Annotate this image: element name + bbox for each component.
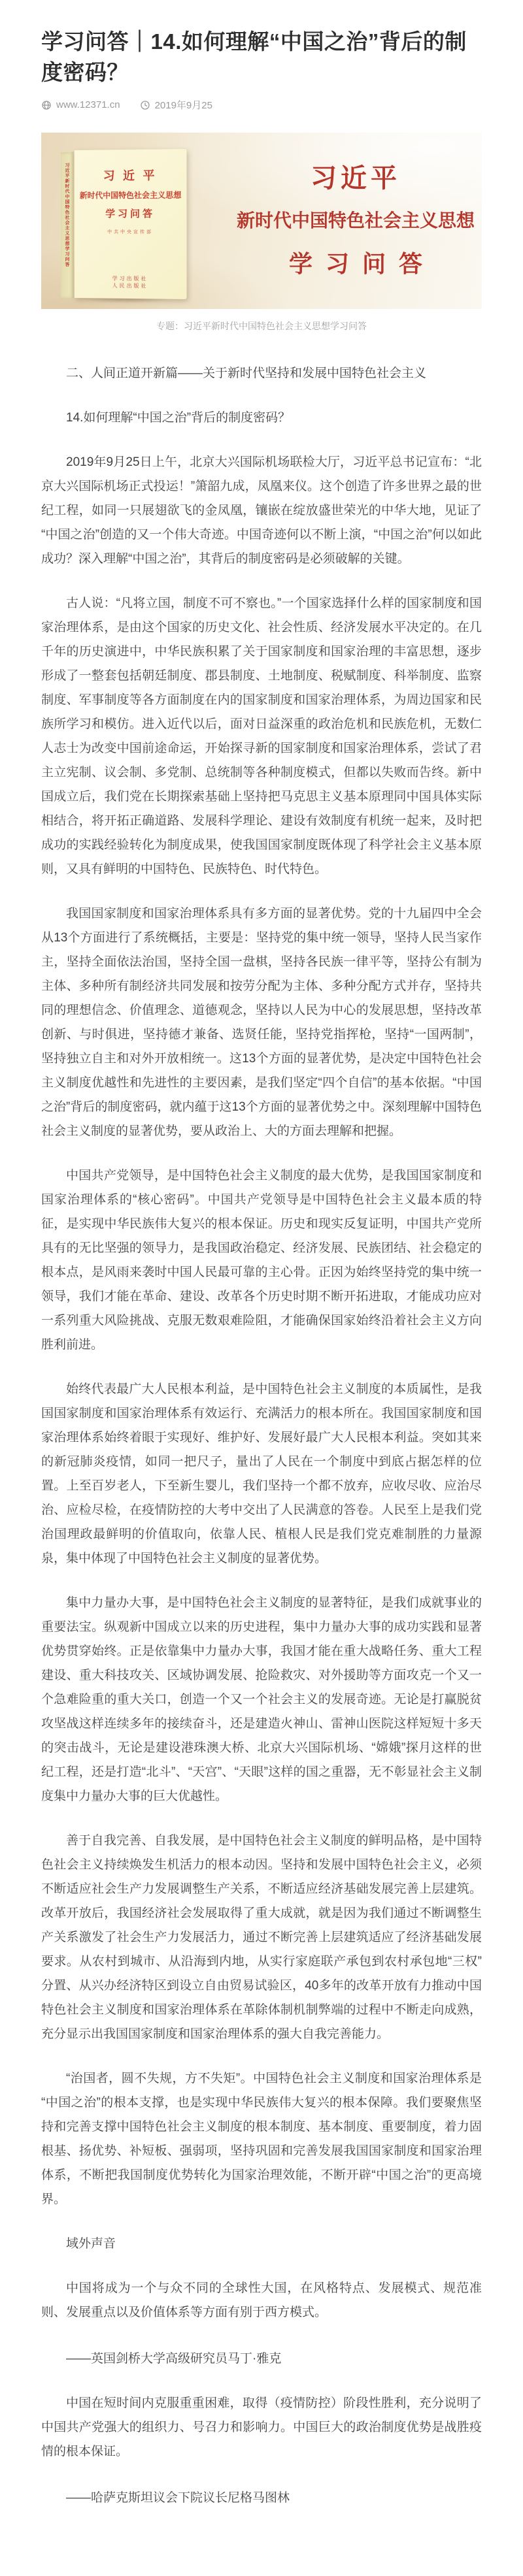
paragraph: 古人说：“凡将立国，制度不可不察也。”一个国家选择什么样的国家制度和国家治理体系，是由这个国家的历史文化、社会性质、经济发展水平决定的。在几千年的历史演进中，中华民族积累了关于国家制度和国家治理的丰富思想，逐步形成了一整套包括朝廷制度、郡县制度、土地制度、税赋制度、科举制度、监察制度、军事制度等各方面制度在内的国家制度和国家治理体系，为周边国家和民族所学习和模仿。进入近代以后，面对日益深重的政治危机和民族危机，无数仁人志士为改变中国前途命运，开始探寻新的国家制度和国家治理体系，尝试了君主立宪制、议会制、多党制、总统制等各种制度模式，但都以失败而告终。新中国成立后，我们党在长期探索基础上坚持把马克思主义基本原理同中国具体实际相结合，将开拓正确道路、发展科学理论、建设有效制度有机统一起来，及时把成功的实践经验转化为制度成果，使我国国家制度既体现了科学社会主义基本原则，又具有鲜明的中国特色、民族特色、时代特色。 <box>41 596 482 876</box>
meta-source <box>41 99 120 110</box>
paragraph: “治国者，圆不失规，方不失矩”。中国特色社会主义制度和国家治理体系是“中国之治”的根本支撑，也是实现中华民族伟大复兴的根本保障。我们要聚焦坚持和完善支撑中国特色社会主义制度的根本制度、基本制度、重要制度，着力固根基、扬优势、补短板、强弱项，坚持巩固和完善发展我国国家制度和国家治理体系，不断把我国制度优势转化为国家治理效能，不断开辟“中国之治”的更高境界。 <box>41 2072 482 2206</box>
question-heading: 14.如何理解“中国之治”背后的制度密码？ <box>66 411 291 425</box>
book-cover <box>75 149 187 299</box>
banner-headline <box>235 157 477 279</box>
article-body <box>41 361 482 2510</box>
book-spine-text: 习近平新时代中国特色社会主义思想学习问答 <box>65 162 70 268</box>
book-title-line1: 习 近 平 <box>103 169 158 183</box>
book-editor-note: 中共中央宣传部 <box>107 229 154 235</box>
paragraph: 始终代表最广大人民根本利益，是中国特色社会主义制度的本质属性，是我国国家制度和国家治理体系有效运行、充满活力的根本所在。我国国家制度和国家治理体系始终着眼于实现好、维护好、发展好最广大人民根本利益。突如其来的新冠肺炎疫情，如同一把尺子，量出了人民在一个制度中到底占据怎样的位置。上至百岁老人，下至新生婴儿，我们坚持一个都不放弃，应收尽收、应治尽治、应检尽检，在疫情防控的大考中交出了人民满意的答卷。人民至上是我们党治国理政最鲜明的价值取向，依靠人民、植根人民是我们党克难制胜的力量源泉，集中体现了中国特色社会主义制度的显著优势。 <box>41 1382 482 1565</box>
book-publishers <box>75 274 187 290</box>
meta-row <box>41 98 482 112</box>
voice-attribution: ——英国剑桥大学高级研究员马丁·雅克 <box>66 2352 282 2366</box>
meta-date <box>140 98 212 112</box>
image-caption: 专题：习近平新时代中国特色社会主义思想学习问答 <box>156 321 367 331</box>
book-publisher-1: 学习出版社 <box>112 275 148 282</box>
book-title-line3: 学习问答 <box>105 208 156 220</box>
banner-headline-line3: 学习问答 <box>288 250 435 277</box>
article-page <box>41 0 482 2576</box>
page-title: 学习问答｜14.如何理解“中国之治”背后的制度密码？ <box>41 29 467 84</box>
banner-headline-line1: 习近平 <box>311 164 401 193</box>
clock-icon <box>140 100 150 110</box>
banner-image <box>41 133 482 309</box>
book <box>61 150 189 300</box>
paragraph: 我国国家制度和国家治理体系具有多方面的显著优势。党的十九届四中全会从13个方面进行了系统概括，主要是：坚持党的集中统一领导，坚持人民当家作主，坚持全面依法治国，坚持全国一盘棋，坚持各民族一律平等，坚持公有制为主体、多种所有制经济共同发展和按劳分配为主体、多种分配方式并存，坚持共同的理想信念、价值理念、道德观念，坚持以人民为中心的发展思想，坚持改革创新、与时俱进，坚持德才兼备、选贤任能，坚持党指挥枪，坚持“一国两制”，坚持独立自主和对外开放相统一。这13个方面的显著优势，是决定中国特色社会主义制度优越性和先进性的主要因素，是我们坚定“四个自信”的基本依据。“中国之治”背后的制度密码，就内蕴于这13个方面的显著优势之中。深刻理解中国特色社会主义制度的显著优势，要从政治上、大的方面去理解和把握。 <box>41 907 482 1138</box>
voices-heading: 域外声音 <box>66 2237 116 2251</box>
book-spine <box>61 152 74 299</box>
paragraph: 中国共产党领导，是中国特色社会主义制度的最大优势，是我国国家制度和国家治理体系的“核心密码”。中国共产党领导是中国特色社会主义最本质的特征，是实现中华民族伟大复兴的根本保证。历史和现实反复证明，中国共产党所具有的无比坚强的领导力，是我国政治稳定、经济发展、民族团结、社会稳定的根本点，是风雨来袭时中国人民最可靠的主心骨。正因为始终坚持党的集中统一领导，我们才能在革命、建设、改革各个历史时期不断开拓进取，才能成功应对一系列重大风险挑战、克服无数艰难险阻，才能确保国家始终沿着社会主义方向胜利前进。 <box>41 1169 482 1352</box>
section-heading: 二、人间正道开新篇——关于新时代坚持和发展中国特色社会主义 <box>66 367 427 380</box>
banner-headline-line2: 新时代中国特色社会主义思想 <box>236 210 475 231</box>
voice-quote: 中国在短时间内克服重重困难，取得（疫情防控）阶段性胜利，充分说明了中国共产党强大的组织力、号召力和影响力。中国巨大的政治制度优势是战胜疫情的根本保证。 <box>41 2396 482 2458</box>
voice-attribution: ——哈萨克斯坦议会下院议长尼格马图林 <box>66 2491 290 2505</box>
book-publisher-2: 人民出版社 <box>112 282 148 289</box>
book-title-line2: 新时代中国特色社会主义思想 <box>79 190 182 201</box>
paragraph: 2019年9月25日上午，北京大兴国际机场联检大厅，习近平总书记宣布：“北京大兴国际机场正式投运！”箫韶九成，凤凰来仪。这个创造了许多世界之最的世纪工程，如同一只展翅欲飞的金凤凰，镶嵌在绽放盛世荣光的中华大地，见证了“中国之治”创造的又一个伟大奇迹。中国奇迹何以不断上演，“中国之治”何以如此成功？深入理解“中国之治”，其背后的制度密码是必须破解的关键。 <box>41 455 482 566</box>
voice-quote: 中国将成为一个与众不同的全球性大国，在风格特点、发展模式、规范准则、发展重点以及价值体系等方面有别于西方模式。 <box>41 2281 482 2319</box>
globe-icon <box>41 100 52 110</box>
paragraph: 善于自我完善、自我发展，是中国特色社会主义制度的鲜明品格，是中国特色社会主义持续焕发生机活力的根本动因。坚持和发展中国特色社会主义，必须不断适应社会生产力发展调整生产关系，不断适应经济基础发展完善上层建筑。改革开放后，我国经济社会发展取得了重大成就，就是因为我们通过不断调整生产关系激发了社会生产力发展活力，通过不断完善上层建筑适应了经济基础发展要求。从农村到城市、从沿海到内地，从实行家庭联产承包到农村承包地“三权”分置、从兴办经济特区到设立自由贸易试验区，40多年的改革开放有力推动中国特色社会主义制度和国家治理体系在革除体制机制弊端的过程中不断走向成熟，充分显示出我国国家制度和国家治理体系的强大自我完善能力。 <box>41 1834 482 2041</box>
date-text: 2019年9月25 <box>154 100 212 111</box>
paragraph: 集中力量办大事，是中国特色社会主义制度的显著特征，是我们成就事业的重要法宝。纵观新中国成立以来的历史进程，集中力量办大事的成功实践和显著优势贯穿始终。正是依靠集中力量办大事，我国才能在重大战略任务、重大工程建设、重大科技攻关、区域协调发展、抢险救灾、对外援助等方面攻克一个又一个急难险重的重大关口，创造一个又一个社会主义的发展奇迹。无论是打赢脱贫攻坚战这样连续多年的接续奋斗，还是建造火神山、雷神山医院这样短短十多天的突击战斗，无论是建设港珠澳大桥、北京大兴国际机场、“嫦娥”探月这样的世纪工程，还是打造“北斗”、“天宫”、“天眼”这样的国之重器，无不彰显社会主义制度集中力量办大事的巨大优越性。 <box>41 1596 482 1803</box>
source-text: www.12371.cn <box>56 99 120 110</box>
